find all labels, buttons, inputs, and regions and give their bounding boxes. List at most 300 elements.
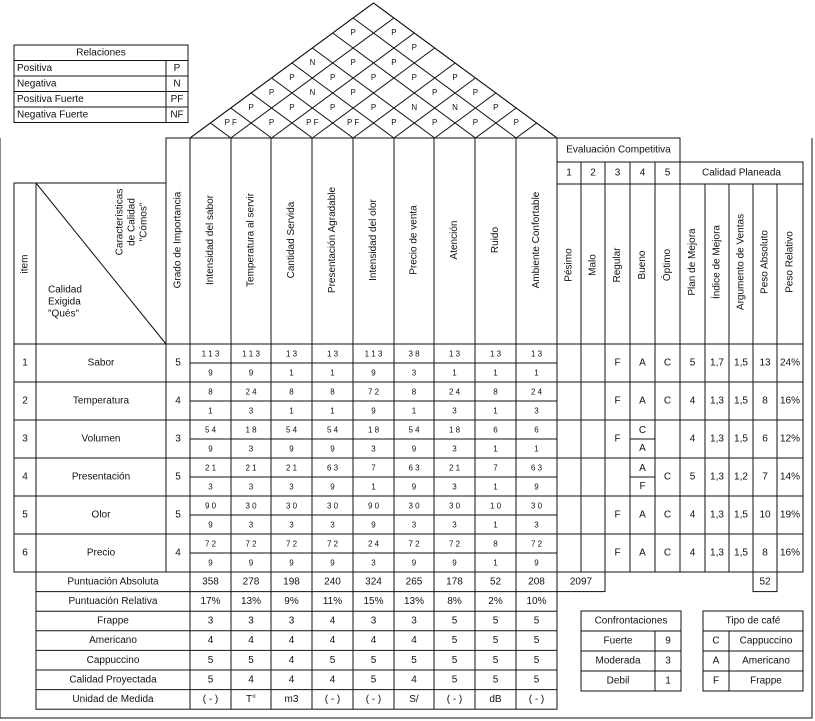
footer-value: ( - ) <box>528 694 545 706</box>
planeada-value: 12% <box>779 433 801 445</box>
roof-correlation: P <box>330 73 336 83</box>
como-label: Ambiente Confortable <box>531 191 543 289</box>
total-absolute: 2097 <box>569 576 593 588</box>
relation-weight: 3 <box>411 520 417 530</box>
relation-weight: 3 <box>411 368 417 378</box>
footer-label: Frappe <box>97 615 129 627</box>
relation-weight: 9 <box>534 482 539 492</box>
planeada-value: 1,3 <box>710 471 724 483</box>
roof-correlation: N <box>452 103 458 113</box>
footer-value: 10% <box>526 596 547 608</box>
roof-correlation: P <box>268 118 275 128</box>
relation-score: 8 <box>330 387 335 397</box>
relation-score: 1 8 <box>367 425 380 435</box>
relation-score: 3 0 <box>245 501 257 511</box>
roof-correlation: P <box>452 73 458 83</box>
footer-value: m3 <box>284 694 299 706</box>
footer-value: 4 <box>411 674 417 686</box>
footer-value: 5 <box>370 654 377 666</box>
roof-grid-line <box>251 93 312 138</box>
como-label: Intensidad del sabor <box>205 194 217 286</box>
evaluacion-number: 2 <box>590 167 596 179</box>
footer-value: 13% <box>240 596 262 608</box>
importance-value: 5 <box>175 509 181 521</box>
relation-weight: 1 <box>493 406 498 416</box>
footer-value: 3 <box>248 615 254 627</box>
row-number: 1 <box>22 357 28 369</box>
planeada-value: 8 <box>762 547 768 559</box>
footer-value: dB <box>489 694 502 706</box>
row-number: 4 <box>22 471 28 483</box>
planeada-value: 1,5 <box>734 357 748 369</box>
roof-correlation: P <box>289 103 295 113</box>
footer-value: 3 <box>370 615 377 627</box>
roof-correlation: P <box>391 28 397 38</box>
footer-value: 4 <box>329 615 336 627</box>
footer-value: 13% <box>403 596 425 608</box>
relation-score: 1 3 <box>530 349 543 359</box>
footer-value: 324 <box>365 576 382 588</box>
relation-weight: 1 <box>452 368 457 378</box>
planeada-value: 4 <box>689 395 696 407</box>
footer-value: 5 <box>248 654 254 666</box>
evaluation-mark: A <box>639 395 646 407</box>
evaluacion-title: Evaluación Competitiva <box>566 144 671 156</box>
relation-weight: 3 <box>452 520 457 530</box>
footer-label: Americano <box>89 635 137 647</box>
como-label: Intensidad del olor <box>368 199 380 281</box>
como-header-text: Características <box>114 188 126 256</box>
evaluation-mark: F <box>614 395 621 407</box>
planeada-value: 19% <box>779 509 801 521</box>
footer-value: 265 <box>405 576 423 588</box>
relation-weight: 9 <box>371 406 376 416</box>
evaluation-mark: F <box>614 509 621 521</box>
relation-score: 6 <box>493 425 498 435</box>
footer-label: Calidad Proyectada <box>69 674 157 686</box>
planeada-value: 6 <box>762 433 768 445</box>
evaluation-mark: C <box>663 471 672 483</box>
relation-weight: 3 <box>248 520 254 530</box>
importance-value: 5 <box>175 471 181 483</box>
importance-value: 4 <box>175 547 181 559</box>
relation-weight: 9 <box>248 368 254 378</box>
relation-score: 8 <box>208 387 213 397</box>
relation-weight: 9 <box>289 558 294 568</box>
confrontacion-value: 1 <box>665 675 671 687</box>
roof-correlation: P <box>432 118 438 128</box>
relation-score: 7 2 <box>285 539 298 549</box>
relation-score: 7 2 <box>245 539 257 549</box>
evaluation-mark: A <box>639 462 646 474</box>
roof-correlation: N <box>411 103 418 113</box>
relation-score: 5 4 <box>285 425 298 435</box>
row-number: 5 <box>22 509 28 521</box>
que-header-text: Calidad <box>48 284 82 296</box>
planeada-value: 8 <box>762 395 768 407</box>
roof-correlation: P <box>350 58 356 68</box>
footer-value: 15% <box>363 596 384 608</box>
relation-weight: 9 <box>452 558 457 568</box>
relation-score: 9 0 <box>367 501 380 511</box>
evaluacion-number: 3 <box>614 167 621 179</box>
evaluation-mark: C <box>638 424 647 436</box>
relation-score: 1 1 3 <box>242 349 260 359</box>
footer-value: 11% <box>322 596 343 608</box>
roof-grid-line <box>374 3 558 138</box>
footer-value: 4 <box>248 674 254 686</box>
relation-score: 3 0 <box>408 501 420 511</box>
tipo-cafe-code: F <box>712 675 720 687</box>
footer-value: 8% <box>447 596 462 608</box>
row-number: 3 <box>22 433 28 445</box>
que-label: Presentación <box>71 471 131 483</box>
relation-score: 3 0 <box>285 501 298 511</box>
planeada-value: 13 <box>759 357 771 369</box>
footer-value: 4 <box>329 674 336 686</box>
relaciones-label: Negativa <box>17 78 57 90</box>
footer-value: 3 <box>288 615 295 627</box>
relation-weight: 3 <box>248 482 254 492</box>
evaluation-mark: F <box>614 357 621 369</box>
roof-correlation: P <box>268 88 275 98</box>
footer-value: 52 <box>489 576 502 588</box>
como-header-text: "Cómos" <box>138 202 150 242</box>
footer-value: 4 <box>288 635 295 647</box>
roof-correlation: P <box>472 118 479 128</box>
planeada-value: 1,3 <box>710 509 724 521</box>
footer-value: 5 <box>492 615 499 627</box>
relaciones-code: P <box>173 62 181 74</box>
relation-weight: 3 <box>289 482 294 492</box>
relation-score: 1 8 <box>245 425 257 435</box>
evaluation-mark: A <box>639 547 646 559</box>
relation-score: 5 4 <box>326 425 339 435</box>
evaluation-mark: F <box>614 433 621 445</box>
relation-score: 7 <box>371 463 376 473</box>
evaluacion-number: 1 <box>566 167 572 179</box>
relation-score: 8 <box>411 387 417 397</box>
como-label: Precio de venta <box>408 205 420 275</box>
roof-correlation: P <box>289 73 295 83</box>
confrontacion-label: Debil <box>606 675 630 687</box>
roof-correlation: P F <box>346 118 360 128</box>
evaluacion-label: Pésimo <box>563 248 575 282</box>
relation-weight: 3 <box>452 482 457 492</box>
planeada-value: 16% <box>779 395 801 407</box>
relaciones-label: Positiva Fuerte <box>17 93 84 105</box>
que-label: Olor <box>91 509 111 521</box>
relation-weight: 1 <box>493 558 498 568</box>
roof-correlation: P <box>493 103 499 113</box>
relation-score: 6 <box>534 425 539 435</box>
confrontaciones-title: Confrontaciones <box>594 615 668 627</box>
footer-value: 9% <box>284 596 299 608</box>
relation-weight: 1 <box>330 406 335 416</box>
relation-score: 2 1 <box>245 463 257 473</box>
footer-value: 178 <box>446 576 463 588</box>
relation-score: 3 0 <box>530 501 543 511</box>
relation-score: 2 1 <box>448 463 461 473</box>
tipo-cafe-code: A <box>712 655 720 667</box>
planeada-value: 1,5 <box>734 509 748 521</box>
row-number: 6 <box>22 547 28 559</box>
relation-score: 3 0 <box>448 501 461 511</box>
footer-value: 208 <box>528 576 545 588</box>
relation-score: 1 3 <box>489 349 502 359</box>
relation-score: 1 3 <box>448 349 461 359</box>
roof-correlation: P F <box>306 118 319 128</box>
roof-grid-line <box>353 63 458 138</box>
como-label: Cantidad Servida <box>286 201 298 279</box>
tipo-cafe-label: Americano <box>742 655 790 667</box>
relation-weight: 9 <box>289 444 294 454</box>
relation-weight: 3 <box>534 520 539 530</box>
planeada-value: 4 <box>689 547 696 559</box>
footer-value: 5 <box>451 674 458 686</box>
roof-correlation: N <box>309 58 316 68</box>
evaluation-mark: A <box>639 357 646 369</box>
relation-weight: 1 <box>493 520 498 530</box>
footer-value: 5 <box>533 654 540 666</box>
como-header-text: de Calidad <box>126 198 138 246</box>
footer-value: 4 <box>411 635 417 647</box>
relation-score: 8 <box>493 539 498 549</box>
relaciones-label: Negativa Fuerte <box>17 109 89 121</box>
planeada-label: Argumento de Ventas <box>735 213 747 311</box>
footer-value: 3 <box>411 615 417 627</box>
como-label: Atención <box>449 220 461 260</box>
relation-weight: 1 <box>289 368 294 378</box>
tipo-cafe-label: Frappe <box>750 675 782 687</box>
footer-value: S/ <box>409 694 419 706</box>
como-label: Presentación Agradable <box>327 186 339 294</box>
evaluation-mark: F <box>639 481 646 493</box>
que-label: Sabor <box>87 357 115 369</box>
relation-score: 1 1 3 <box>364 349 383 359</box>
footer-label: Puntuación Absoluta <box>67 576 159 588</box>
evaluacion-label: Óptimo <box>662 248 674 282</box>
relation-weight: 3 <box>208 482 213 492</box>
relation-weight: 9 <box>208 520 213 530</box>
footer-value: 2% <box>488 596 503 608</box>
footer-value: 5 <box>451 635 458 647</box>
relation-weight: 3 <box>534 406 539 416</box>
tipo-cafe-title: Tipo de café <box>725 615 781 627</box>
relation-weight: 9 <box>248 558 254 568</box>
footer-value: 3 <box>207 615 214 627</box>
footer-value: 5 <box>533 615 540 627</box>
footer-value: 4 <box>288 674 295 686</box>
evaluation-mark: C <box>663 509 672 521</box>
relation-score: 7 2 <box>408 539 420 549</box>
footer-value: 5 <box>492 654 499 666</box>
relation-score: 6 3 <box>326 463 339 473</box>
roof-correlation: P F <box>224 118 237 128</box>
footer-value: ( - ) <box>202 694 219 706</box>
roof-grid-line <box>435 93 499 138</box>
relation-score: 1 3 <box>285 349 298 359</box>
footer-value: ( - ) <box>446 694 463 706</box>
roof-correlation: P <box>330 103 336 113</box>
relation-weight: 9 <box>411 482 417 492</box>
relation-weight: 9 <box>208 444 213 454</box>
footer-value: 358 <box>202 576 219 588</box>
planeada-value: 7 <box>762 471 768 483</box>
relation-weight: 1 <box>534 368 539 378</box>
roof-correlation: N <box>309 88 316 98</box>
confrontacion-label: Fuerte <box>603 635 633 647</box>
planeada-label: Peso Relativo <box>784 231 796 293</box>
relaciones-code: PF <box>170 93 184 105</box>
footer-value: ( - ) <box>324 694 341 706</box>
relation-score: 7 2 <box>326 539 339 549</box>
que-header-text: Exigida <box>48 296 81 308</box>
confrontacion-value: 9 <box>665 635 671 647</box>
que-header-text: "Qués" <box>48 308 80 320</box>
relation-weight: 1 <box>493 444 498 454</box>
footer-label: Cappuccino <box>86 654 140 666</box>
relation-score: 2 4 <box>448 387 461 397</box>
footer-value: 5 <box>411 654 417 666</box>
grado-header: Grado de Importancia <box>172 191 184 289</box>
relation-weight: 1 <box>330 368 335 378</box>
footer-value: 278 <box>242 576 260 588</box>
tipo-cafe-label: Cappuccino <box>739 635 793 647</box>
relation-weight: 9 <box>371 520 376 530</box>
relation-score: 5 4 <box>204 425 217 435</box>
evaluation-mark: A <box>639 509 646 521</box>
evaluation-mark: C <box>663 357 672 369</box>
relation-weight: 1 <box>493 368 498 378</box>
evaluacion-label: Regular <box>612 247 624 283</box>
relation-score: 6 3 <box>408 463 420 473</box>
relation-score: 8 <box>493 387 498 397</box>
footer-value: 17% <box>200 596 221 608</box>
roof-correlation: P <box>472 88 479 98</box>
relation-weight: 9 <box>411 558 417 568</box>
relation-score: 2 4 <box>245 387 257 397</box>
confrontacion-label: Moderada <box>595 655 641 667</box>
relation-score: 2 1 <box>204 463 217 473</box>
relation-weight: 9 <box>330 558 335 568</box>
relation-score: 7 2 <box>204 539 217 549</box>
evaluacion-label: Bueno <box>637 250 649 280</box>
planeada-value: 1,5 <box>734 395 748 407</box>
footer-value: 4 <box>370 635 377 647</box>
como-label: Ruido <box>490 226 502 254</box>
relation-weight: 9 <box>411 444 417 454</box>
roof-correlation: P <box>411 73 417 83</box>
que-label: Temperatura <box>72 395 130 407</box>
relation-weight: 3 <box>248 406 254 416</box>
evaluation-mark: C <box>663 395 672 407</box>
footer-value: 4 <box>288 654 295 666</box>
relation-score: 8 <box>289 387 294 397</box>
roof-correlation: P <box>350 88 356 98</box>
relation-score: 9 0 <box>204 501 217 511</box>
footer-label: Puntuación Relativa <box>68 596 158 608</box>
planeada-value: 5 <box>689 471 696 483</box>
footer-value: 5 <box>451 654 458 666</box>
footer-value: 198 <box>283 576 300 588</box>
footer-value: 5 <box>492 674 499 686</box>
footer-value: 5 <box>370 674 377 686</box>
relation-weight: 9 <box>208 368 213 378</box>
planeada-value: 4 <box>689 509 696 521</box>
roof-correlation: P <box>411 43 417 53</box>
relation-score: 3 0 <box>326 501 339 511</box>
roof-outline <box>190 3 557 138</box>
footer-value: T° <box>245 694 257 706</box>
roof-correlation: P <box>391 58 397 68</box>
relation-weight: 1 <box>534 444 539 454</box>
planeada-value: 1,5 <box>734 433 748 445</box>
planeada-value: 1,3 <box>710 395 724 407</box>
roof-correlation: P <box>432 88 438 98</box>
relation-score: 1 0 <box>489 501 502 511</box>
relation-weight: 9 <box>330 444 335 454</box>
relation-score: 6 3 <box>530 463 543 473</box>
tipo-cafe-code: C <box>712 635 720 647</box>
importance-value: 3 <box>175 433 181 445</box>
planeada-title: Calidad Planeada <box>702 167 781 179</box>
footer-value: 4 <box>248 635 254 647</box>
roof-correlation: P <box>370 103 377 113</box>
relation-score: 2 4 <box>530 387 543 397</box>
relation-weight: 3 <box>330 520 335 530</box>
footer-value: 5 <box>492 635 499 647</box>
que-label: Precio <box>86 547 116 559</box>
evaluacion-number: 5 <box>664 167 671 179</box>
planeada-value: 24% <box>779 357 801 369</box>
relation-score: 7 <box>493 463 498 473</box>
relaciones-title: Relaciones <box>76 47 126 59</box>
relation-score: 7 2 <box>367 387 380 397</box>
planeada-value: 1,3 <box>710 433 724 445</box>
evaluation-mark: A <box>639 443 646 455</box>
roof-grid-line <box>516 123 536 138</box>
planeada-value: 5 <box>689 357 696 369</box>
planeada-value: 4 <box>689 433 696 445</box>
roof-correlation: P <box>513 118 519 128</box>
planeada-value: 10 <box>759 509 771 521</box>
planeada-label: Plan de Mejora <box>687 228 699 296</box>
relation-weight: 3 <box>371 558 376 568</box>
relaciones-label: Positiva <box>17 62 53 74</box>
relation-score: 7 2 <box>530 539 543 549</box>
relation-score: 1 8 <box>448 425 461 435</box>
relation-weight: 3 <box>452 406 457 416</box>
relation-weight: 1 <box>411 406 417 416</box>
relation-weight: 1 <box>493 482 498 492</box>
footer-value: ( - ) <box>365 694 382 706</box>
footer-value: 5 <box>533 635 540 647</box>
footer-value: 5 <box>533 674 540 686</box>
importance-value: 5 <box>175 357 181 369</box>
evaluacion-label: Malo <box>587 254 599 276</box>
footer-value: 5 <box>329 654 336 666</box>
como-label: Temperatura al servir <box>245 193 257 287</box>
relation-score: 2 1 <box>285 463 298 473</box>
planeada-value: 1,5 <box>734 547 748 559</box>
planeada-label: Índice de Mejora <box>711 225 723 299</box>
relation-weight: 3 <box>371 444 376 454</box>
relation-weight: 9 <box>534 558 539 568</box>
planeada-value: 1,2 <box>734 471 748 483</box>
relation-weight: 1 <box>208 406 213 416</box>
roof-correlation: P <box>350 28 356 38</box>
